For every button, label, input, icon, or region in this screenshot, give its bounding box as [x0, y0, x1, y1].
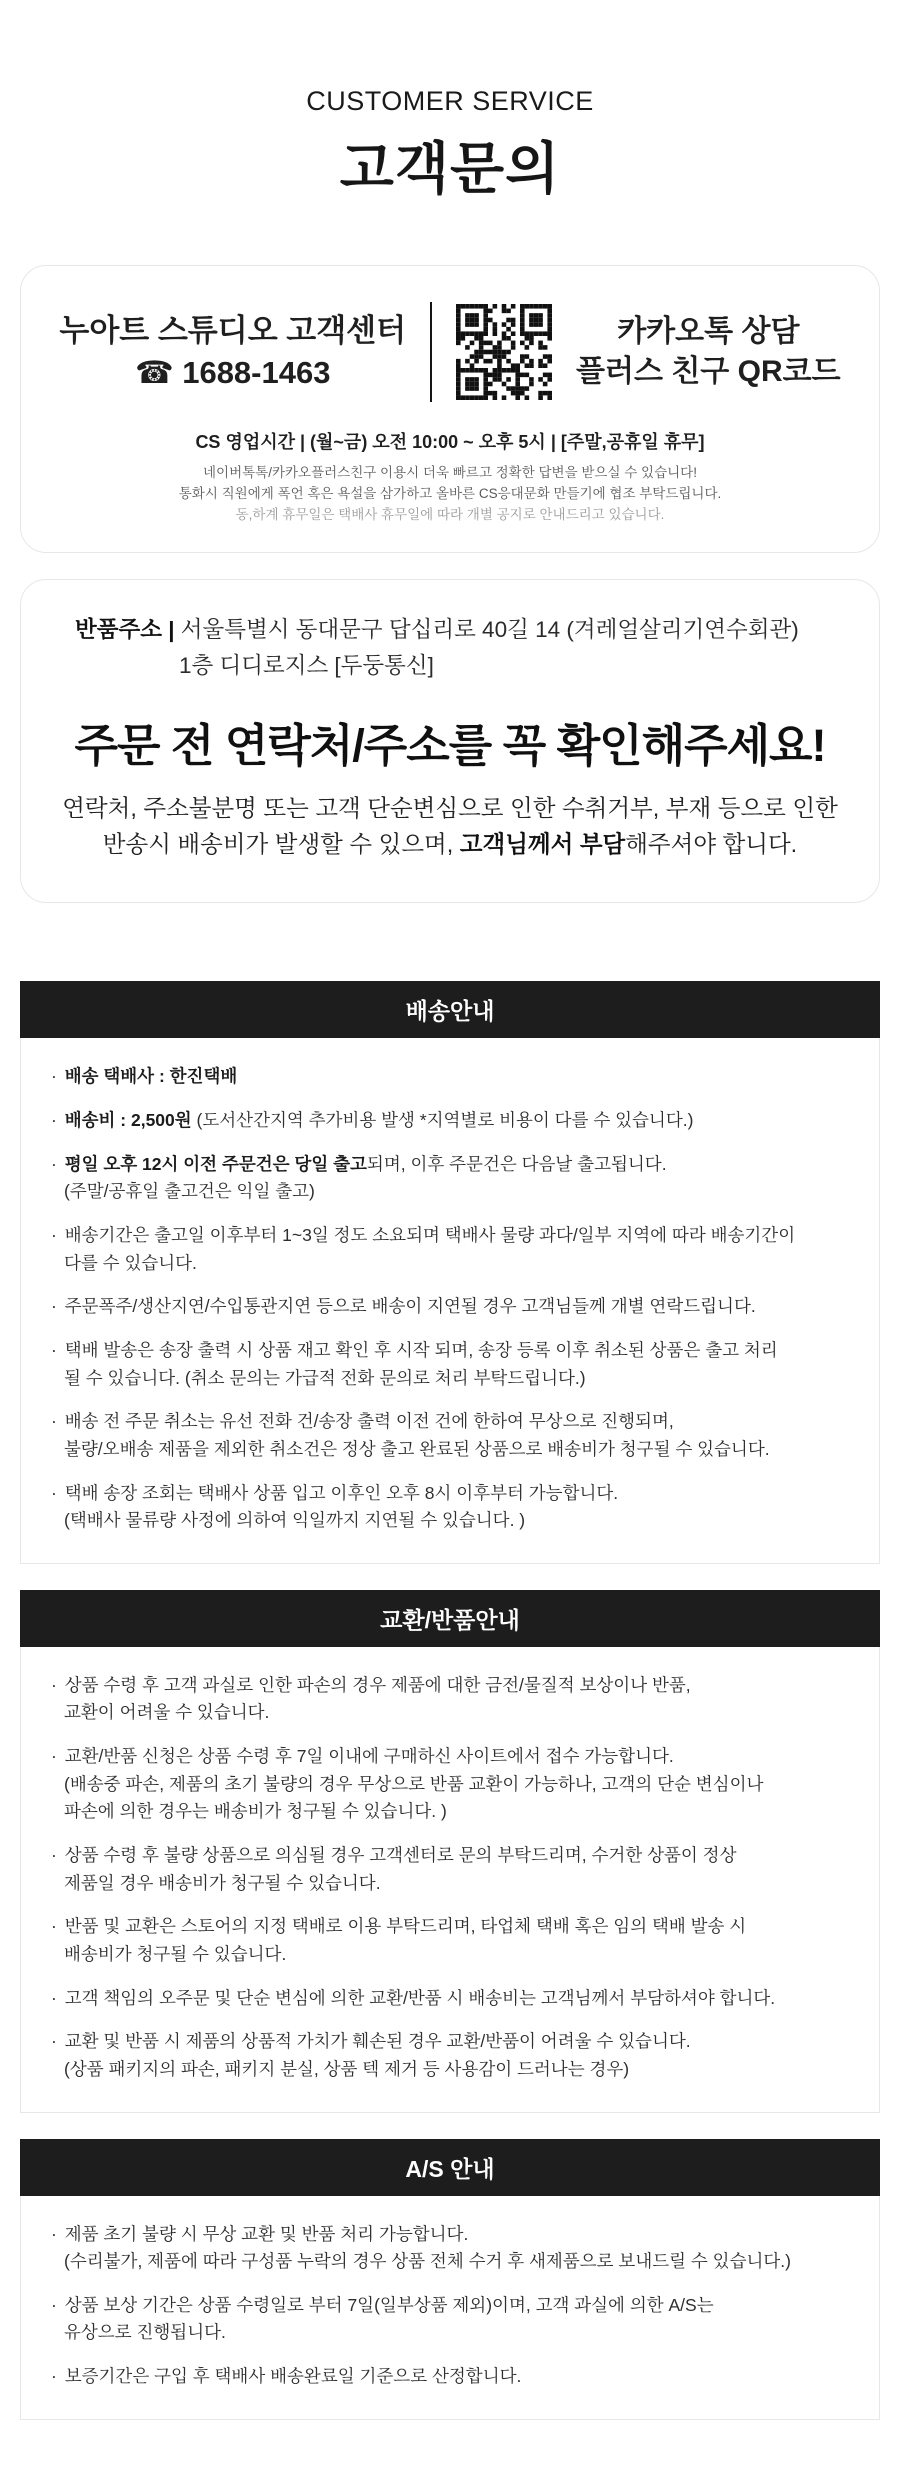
notice-item	[51, 1672, 849, 1727]
notice-item	[51, 2292, 849, 2347]
customer-center-name: 누아트 스튜디오 고객센터	[59, 313, 407, 349]
notice-line	[51, 1798, 849, 1826]
return-address-line1	[75, 612, 839, 648]
notice-text: 배송비 : 2,500원	[64, 1110, 192, 1131]
return-address-label: 반품주소 |	[75, 616, 175, 642]
notice-text: (도서산간지역 추가비용 발생 *지역별로 비용이 다를 수 있습니다.)	[191, 1110, 694, 1131]
bullet: ·	[51, 1411, 62, 1432]
notice-item	[51, 1913, 849, 1968]
notice-line	[51, 1365, 849, 1393]
notice-line	[51, 2292, 849, 2320]
paragraph-line1: 연락처, 주소불분명 또는 고객 단순변심으로 인한 수취거부, 부재 등으로 인한	[62, 794, 838, 821]
cs-note-line: 동,하계 휴무일은 택배사 휴무일에 따라 개별 공지로 안내드리고 있습니다.	[235, 506, 665, 522]
notice-line	[51, 2248, 849, 2276]
return-address	[61, 612, 839, 685]
notice-item	[51, 1480, 849, 1535]
notice-text: 택배 송장 조회는 택배사 상품 입고 이후인 오후 8시 이후부터 가능합니다.	[64, 1482, 619, 1503]
return-address-line2: 1층 디디로지스 [두둥통신]	[179, 653, 434, 679]
bullet: ·	[51, 1225, 62, 1246]
exchange-return-section-body	[20, 1647, 880, 2113]
paragraph-line2-start: 반송시 배송비가 발생할 수 있으며,	[102, 831, 460, 858]
cs-notes	[41, 463, 859, 526]
notice-text: 보증기간은 구입 후 택배사 배송완료일 기준으로 산정합니다.	[64, 2366, 522, 2387]
exchange-return-section-header: 교환/반품안내	[20, 1590, 880, 1647]
bullet: ·	[51, 1674, 62, 1695]
notice-text: 교환/반품 신청은 상품 수령 후 7일 이내에 구매하신 사이트에서 접수 가능합니다.	[64, 1746, 674, 1767]
bullet: ·	[51, 1987, 62, 2008]
customer-center-phone: ☎ 1688-1463	[134, 355, 331, 390]
return-address-text: 서울특별시 동대문구 답십리로 40길 14 (겨레얼살리기연수회관)	[174, 616, 799, 642]
notice-item	[51, 1063, 849, 1091]
notice-line	[51, 1507, 849, 1535]
notice-text: 주문폭주/생산지연/수입통관지연 등으로 배송이 지연될 경우 고객님들께 개별 연락드립니다.	[64, 1296, 756, 1317]
notice-line	[51, 1337, 849, 1365]
notice-text: 제품 초기 불량 시 무상 교환 및 반품 처리 가능합니다.	[64, 2223, 469, 2244]
check-contact-headline: 주문 전 연락처/주소를 꼭 확인해주세요!	[74, 719, 826, 771]
notice-item	[51, 1985, 849, 2013]
notice-item	[51, 1408, 849, 1463]
notice-line	[51, 1178, 849, 1206]
notice-text: (상품 패키지의 파손, 패키지 분실, 상품 텍 제거 등 사용감이 드러나는 경우)	[64, 2058, 630, 2079]
shipping-section-header: 배송안내	[20, 981, 880, 1038]
notice-text: 배송 택배사 : 한진택배	[64, 1066, 238, 1087]
notice-text: 유상으로 진행됩니다.	[64, 2322, 226, 2343]
bullet: ·	[51, 2031, 62, 2052]
notice-line	[51, 1063, 849, 1091]
vertical-divider	[430, 302, 432, 402]
notice-line	[51, 2056, 849, 2084]
section-after-service	[20, 2139, 880, 2420]
bullet: ·	[51, 1153, 62, 1174]
notice-text: 반품 및 교환은 스토어의 지정 택배로 이용 부탁드리며, 타업체 택배 혹은 임의 택배 발송 시	[64, 1916, 747, 1937]
notice-text: 다를 수 있습니다.	[64, 1252, 197, 1273]
notice-text: 교환이 어려울 수 있습니다.	[64, 1702, 270, 1723]
notice-line	[51, 2221, 849, 2249]
notice-item	[51, 2221, 849, 2276]
notice-line	[51, 1408, 849, 1436]
page-header	[0, 0, 900, 205]
check-contact-paragraph	[61, 790, 839, 863]
notice-text: 제품일 경우 배송비가 청구될 수 있습니다.	[64, 1872, 381, 1893]
bullet: ·	[51, 1482, 62, 1503]
notice-text: 택배 발송은 송장 출력 시 상품 재고 확인 후 시작 되며, 송장 등록 이후 취소된 상품은 출고 처리	[64, 1339, 778, 1360]
notice-item	[51, 1107, 849, 1135]
notice-line	[51, 2028, 849, 2056]
notice-text: 상품 보상 기간은 상품 수령일로 부터 7일(일부상품 제외)이며, 고객 과실에 의한 A/S는	[64, 2294, 714, 2315]
notice-line	[51, 1941, 849, 1969]
notice-line	[51, 1107, 849, 1135]
notice-line	[51, 1250, 849, 1278]
notice-line	[51, 1699, 849, 1727]
notice-line	[51, 1985, 849, 2013]
return-address-card	[20, 579, 880, 904]
kakao-qr-caption-line1: 카카오톡 상담	[617, 314, 800, 348]
notice-text: 평일 오후 12시 이전 주문건은 당일 출고	[64, 1153, 367, 1174]
eyebrow-title: CUSTOMER SERVICE	[306, 86, 594, 116]
notice-line	[51, 1743, 849, 1771]
notice-text: 상품 수령 후 고객 과실로 인한 파손의 경우 제품에 대한 금전/물질적 보상이나 반품,	[64, 1674, 691, 1695]
shipping-section-body	[20, 1038, 880, 1563]
notice-item	[51, 2028, 849, 2083]
notice-item	[51, 1222, 849, 1277]
notice-item	[51, 1842, 849, 1897]
notice-line	[51, 1913, 849, 1941]
notice-text: 될 수 있습니다. (취소 문의는 가급적 전화 문의로 처리 부탁드립니다.)	[64, 1367, 586, 1388]
notice-text: (배송중 파손, 제품의 초기 불량의 경우 무상으로 반품 교환이 가능하나, 고객의 단순 변심이나	[64, 1773, 764, 1794]
bullet: ·	[51, 2366, 62, 2387]
bullet: ·	[51, 1339, 62, 1360]
notice-item	[51, 1151, 849, 1206]
bullet: ·	[51, 1746, 62, 1767]
bullet: ·	[51, 1110, 62, 1131]
notice-item	[51, 1293, 849, 1321]
notice-line	[51, 1480, 849, 1508]
notice-text: 고객 책임의 오주문 및 단순 변심에 의한 교환/반품 시 배송비는 고객님께서 부담하셔야 합니다.	[64, 1987, 776, 2008]
notice-line	[51, 1870, 849, 1898]
after-service-section-header: A/S 안내	[20, 2139, 880, 2196]
section-exchange-return	[20, 1590, 880, 2113]
notice-line	[51, 1842, 849, 1870]
bullet: ·	[51, 2223, 62, 2244]
paragraph-line2	[61, 826, 839, 862]
bullet: ·	[51, 1916, 62, 1937]
notice-text: (택배사 물류량 사정에 의하여 익일까지 지연될 수 있습니다. )	[64, 1510, 526, 1531]
notice-text: 배송 전 주문 취소는 유선 전화 건/송장 출력 이전 건에 한하여 무상으로 진행되며,	[64, 1411, 674, 1432]
cs-note-line: 네이버톡톡/카카오플러스친구 이용시 더욱 빠르고 정확한 답변을 받으실 수 있습니다!	[203, 465, 697, 480]
notice-sections	[0, 981, 900, 2419]
notice-text: 파손에 의한 경우는 배송비가 청구될 수 있습니다. )	[64, 1801, 447, 1822]
bullet: ·	[51, 2294, 62, 2315]
notice-item	[51, 1337, 849, 1392]
notice-line	[51, 1222, 849, 1250]
notice-text: (수리불가, 제품에 따라 구성품 누락의 경우 상품 전체 수거 후 새제품으로 보내드릴 수 있습니다.)	[64, 2251, 791, 2272]
after-service-section-body	[20, 2196, 880, 2420]
notice-text: 되며, 이후 주문건은 다음날 출고됩니다.	[366, 1153, 667, 1174]
section-shipping	[20, 981, 880, 1563]
contact-row	[41, 302, 859, 402]
bullet: ·	[51, 1066, 62, 1087]
notice-item	[51, 1743, 849, 1826]
notice-text: 교환 및 반품 시 제품의 상품적 가치가 훼손된 경우 교환/반품이 어려울 수 있습니다.	[64, 2031, 691, 2052]
notice-item	[51, 2363, 849, 2391]
notice-line	[51, 1151, 849, 1179]
notice-text: 배송비가 청구될 수 있습니다.	[64, 1943, 287, 1964]
kakao-qr-code-icon	[456, 304, 552, 400]
paragraph-line2-end: 해주셔야 합니다.	[625, 831, 798, 858]
kakao-qr-caption	[576, 312, 841, 393]
notice-text: 상품 수령 후 불량 상품으로 의심될 경우 고객센터로 문의 부탁드리며, 수거한 상품이 정상	[64, 1845, 737, 1866]
notice-line	[51, 2319, 849, 2347]
notice-line	[51, 1293, 849, 1321]
paragraph-line2-bold: 고객님께서 부담	[459, 831, 626, 858]
bullet: ·	[51, 1845, 62, 1866]
notice-text: 불량/오배송 제품을 제외한 취소건은 정상 출고 완료된 상품으로 배송비가 청구될 수 있습니다.	[64, 1438, 770, 1459]
page-title: 고객문의	[339, 137, 561, 200]
notice-line	[51, 1771, 849, 1799]
notice-line	[51, 1672, 849, 1700]
notice-text: (주말/공휴일 출고건은 익일 출고)	[64, 1181, 315, 1202]
bullet: ·	[51, 1296, 62, 1317]
cs-hours: CS 영업시간 | (월~금) 오전 10:00 ~ 오후 5시 | [주말,공휴일 휴무]	[195, 432, 705, 452]
notice-line	[51, 2363, 849, 2391]
customer-center-hotline	[59, 310, 406, 394]
kakao-qr-caption-line2: 플러스 친구 QR코드	[576, 355, 841, 388]
notice-text: 배송기간은 출고일 이후부터 1~3일 정도 소요되며 택배사 물량 과다/일부 지역에 따라 배송기간이	[64, 1225, 796, 1246]
contact-card	[20, 265, 880, 553]
cs-note-line: 통화시 직원에게 폭언 혹은 욕설을 삼가하고 올바른 CS응대문화 만들기에 협조 부탁드립니다.	[178, 485, 722, 501]
notice-line	[51, 1436, 849, 1464]
